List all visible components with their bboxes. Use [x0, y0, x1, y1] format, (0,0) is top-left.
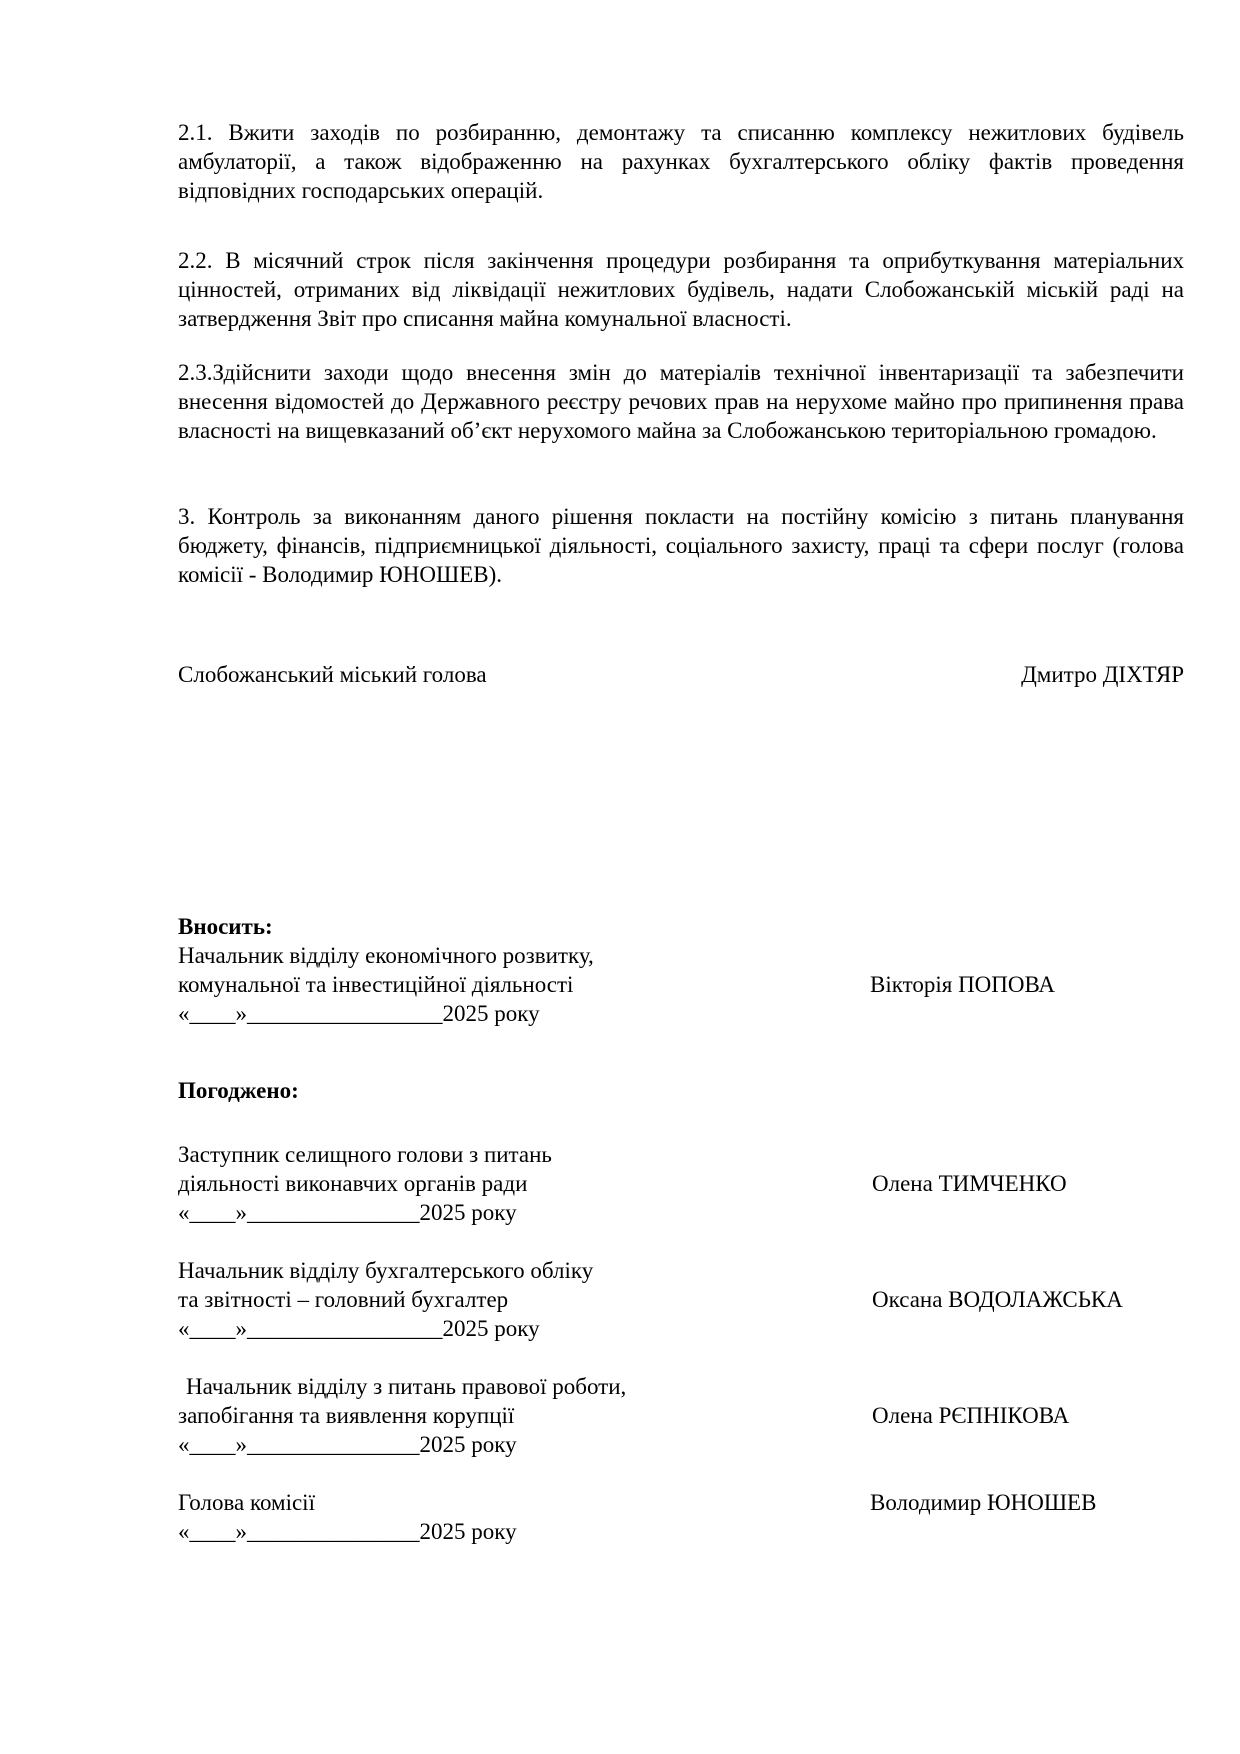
approver-date: «____»_______________2025 року: [178, 1519, 517, 1544]
approver-name: Володимир ЮНОШЕВ: [870, 1490, 1097, 1515]
agreed-item-deputy: [178, 1140, 1184, 1227]
submitted-position-line2: комунальної та інвестиційної діяльності: [178, 972, 574, 997]
mayor-title: Слобожанський міський голова: [178, 662, 487, 687]
submitted-heading: Вносить:: [178, 914, 273, 939]
approver-position-line2: діяльності виконавчих органів ради: [178, 1171, 528, 1196]
approver-position-line1: Начальник відділу з питань правової роботи,: [186, 1374, 627, 1399]
submitted-name: Вікторія ПОПОВА: [870, 972, 1056, 997]
paragraph-3: 3. Контроль за виконанням даного рішення покласти на постійну комісію з питань планування бюджету, фінансів, підприємницької діяльності, соціального захисту, праці та сфери послуг (голова комісії - Володимир ЮНОШЕВ).: [178, 504, 1184, 587]
approver-position-line2: та звітності – головний бухгалтер: [178, 1287, 509, 1312]
approver-position-line2: запобігання та виявлення корупції: [178, 1403, 515, 1428]
paragraph-2-2: 2.2. В місячний строк після закінчення процедури розбирання та оприбуткування матеріальних цінностей, отриманих від ліквідації нежитлових будівель, надати Слобожанській міській раді на затвердження Звіт про списання майна комунальної власності.: [178, 248, 1184, 331]
approver-date: «____»_______________2025 року: [178, 1200, 517, 1225]
approver-date: «____»_______________2025 року: [178, 1432, 517, 1457]
paragraph-2-1: 2.1. Вжити заходів по розбиранню, демонтажу та списанню комплексу нежитлових будівель амбулаторії, а також відображенню на рахунках бухгалтерського обліку фактів проведення відповідних господарських операцій.: [178, 120, 1184, 203]
approver-name: Олена РЄПНІКОВА: [872, 1403, 1070, 1428]
approver-position-line1: Начальник відділу бухгалтерського обліку: [178, 1258, 594, 1283]
agreed-item-accountant: [178, 1256, 1184, 1343]
agreed-item-commission-head: [178, 1488, 1184, 1546]
agreed-item-legal: [178, 1372, 1184, 1459]
submitted-block: [178, 912, 1184, 1028]
submitted-position-line1: Начальник відділу економічного розвитку,: [178, 943, 594, 968]
approver-date: «____»_________________2025 року: [178, 1316, 540, 1341]
approver-position-line1: Голова комісії: [178, 1490, 315, 1515]
approver-name: Олена ТИМЧЕНКО: [872, 1171, 1067, 1196]
approver-name: Оксана ВОДОЛАЖСЬКА: [872, 1287, 1123, 1312]
mayor-name: Дмитро ДІХТЯР: [1021, 662, 1184, 687]
paragraph-2-3: 2.3.Здійснити заходи щодо внесення змін до матеріалів технічної інвентаризації та забезпечити внесення відомостей до Державного реєстру речових прав на нерухоме майно про припинення права власності на вищевказаний об’єкт нерухомого майна за Слобожанською територіальною громадою.: [178, 360, 1184, 443]
agreed-heading: Погоджено:: [178, 1078, 299, 1103]
agreed-heading-block: [178, 1076, 1184, 1105]
approver-position-line1: Заступник селищного голови з питань: [178, 1142, 552, 1167]
submitted-date: «____»_________________2025 року: [178, 1001, 540, 1026]
